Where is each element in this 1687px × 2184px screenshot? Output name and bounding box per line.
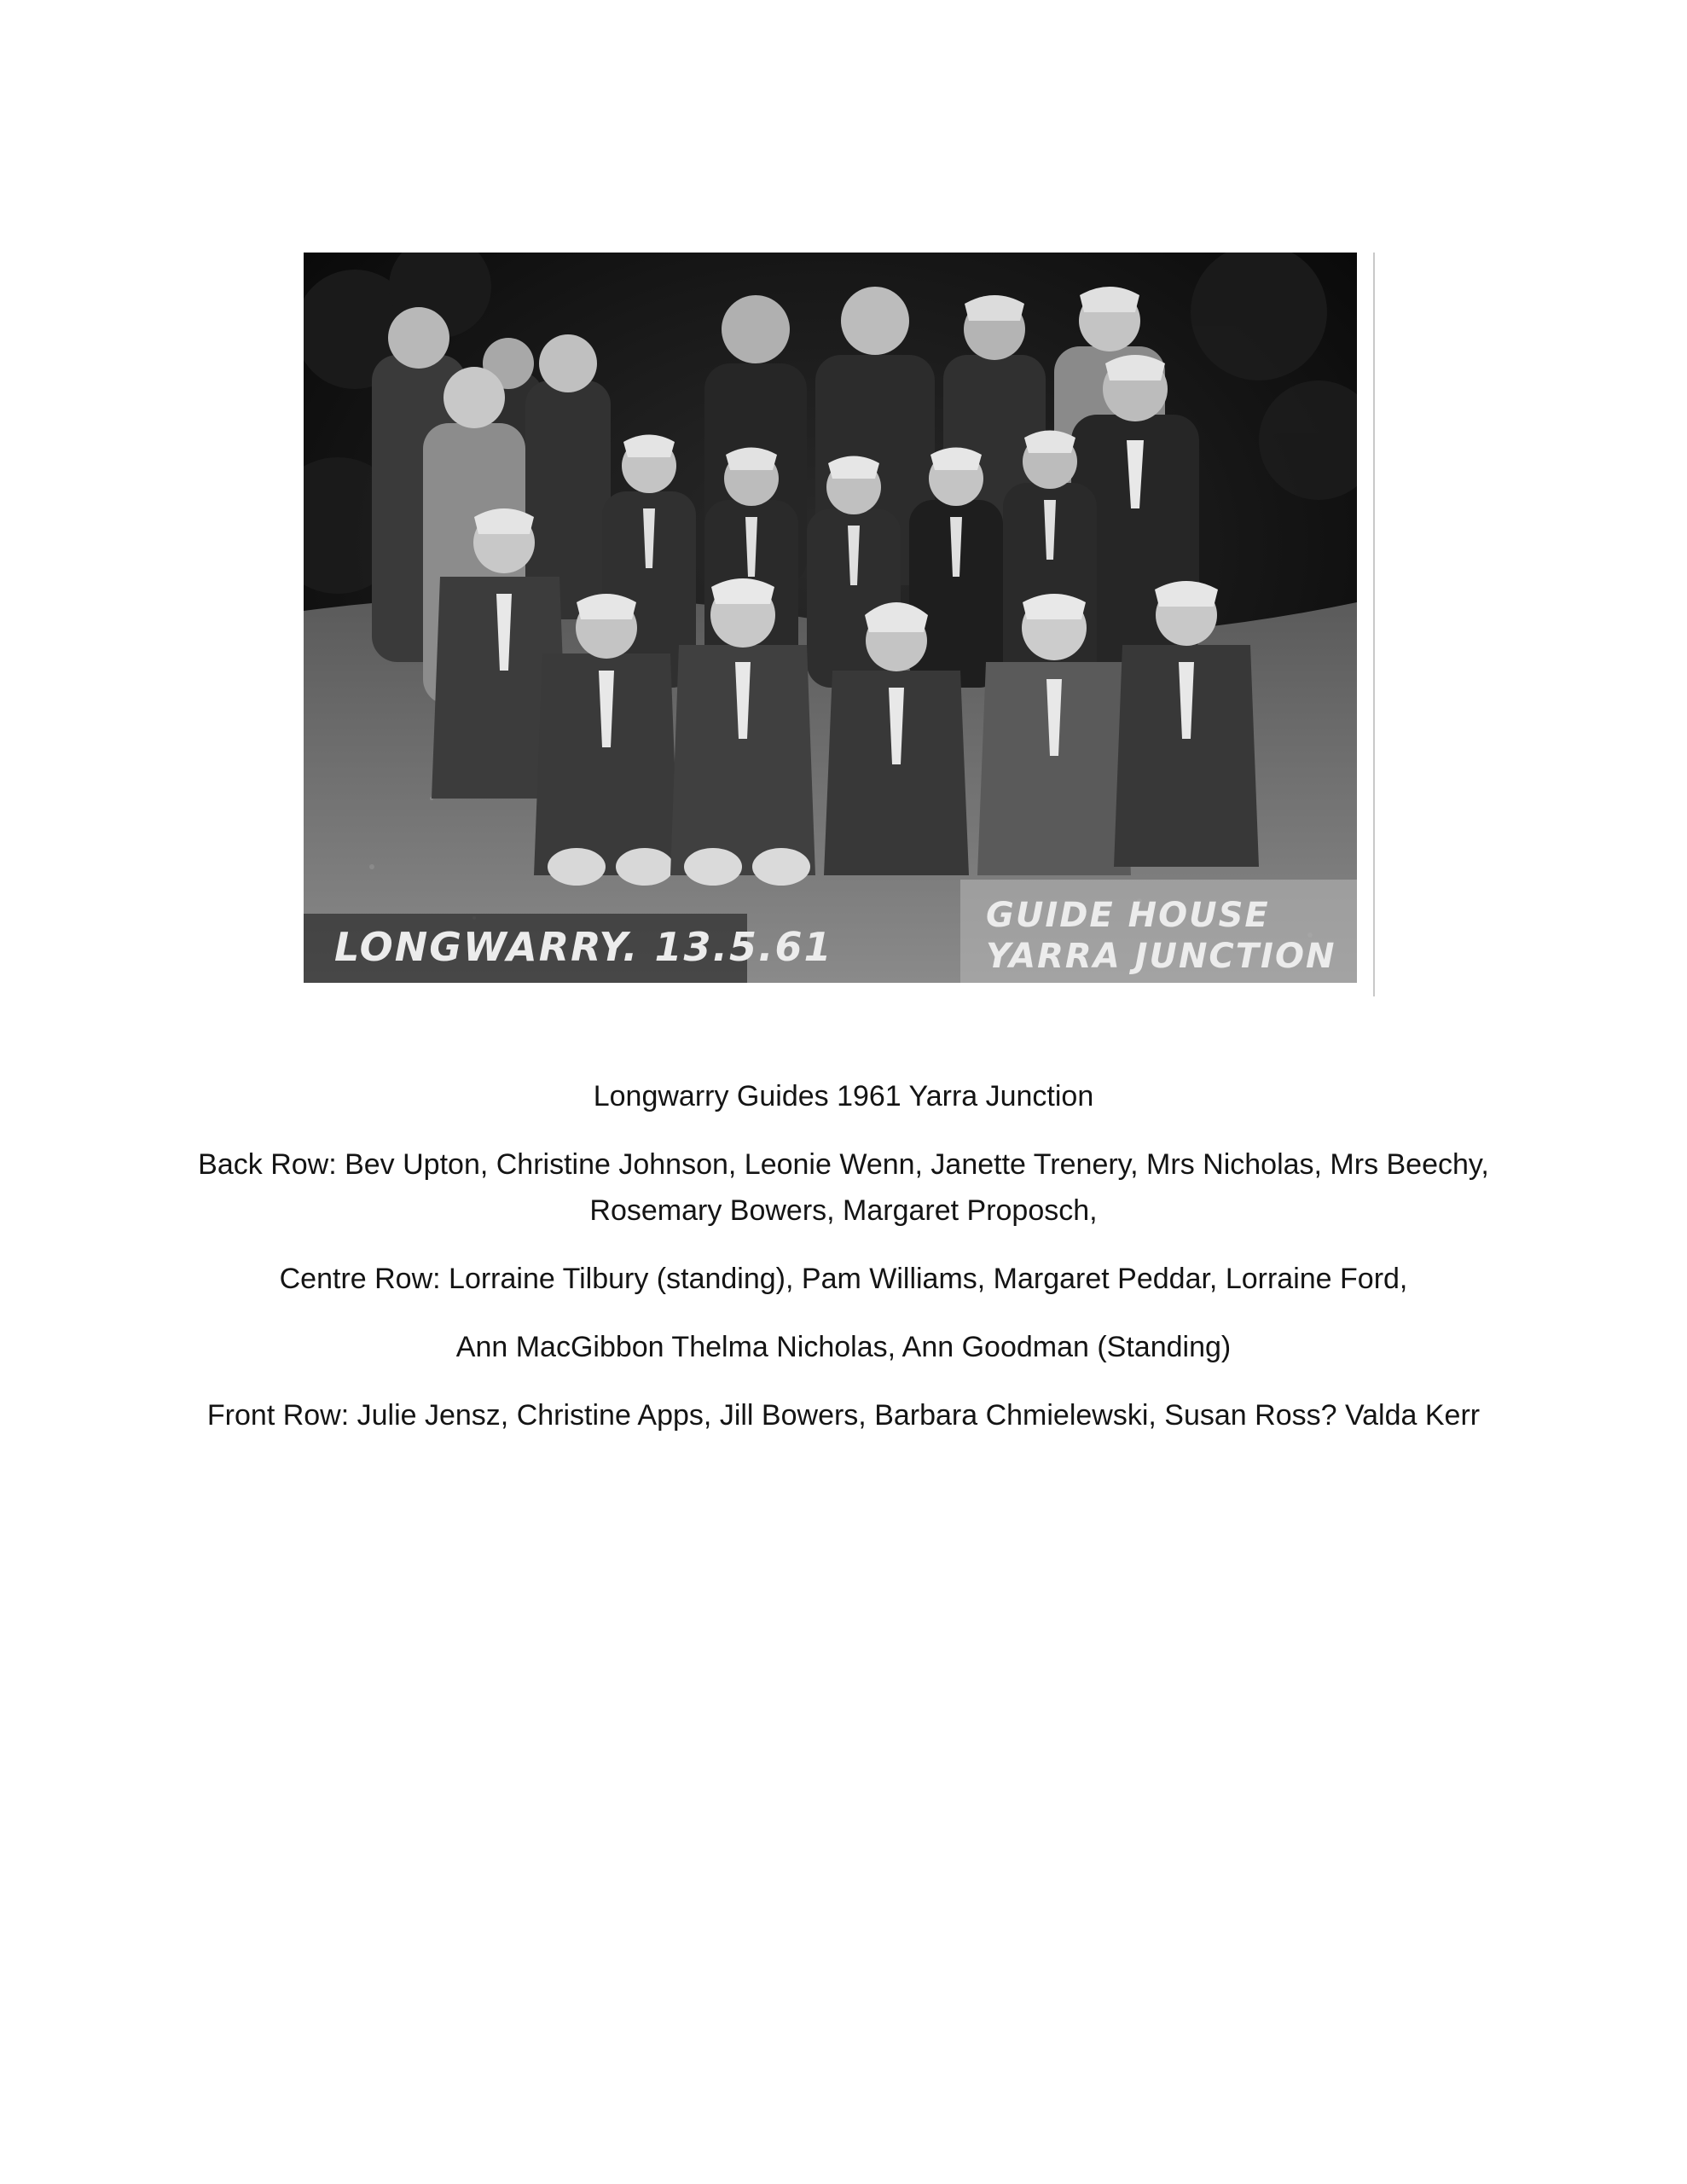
- photo-edge-line: [1373, 253, 1375, 996]
- photo-caption: [0, 1073, 1687, 1461]
- caption-front-row: Front Row: Julie Jensz, Christine Apps, Jill Bowers, Barbara Chmielewski, Susan Ross? Valda Kerr: [206, 1399, 1481, 1432]
- caption-centre-row-continued: Ann MacGibbon Thelma Nicholas, Ann Goodman (Standing): [455, 1331, 1232, 1363]
- caption-centre-row: Centre Row: Lorraine Tilbury (standing), Pam Williams, Margaret Peddar, Lorraine Ford,: [279, 1263, 1408, 1295]
- photo-stamp-right-line1: GUIDE HOUSE: [986, 896, 1270, 935]
- group-photo-illustration: [304, 253, 1357, 983]
- caption-back-row: Back Row: Bev Upton, Christine Johnson, Leonie Wenn, Janette Trenery, Mrs Nicholas, Mrs Beechy, Rosemary Bowers, Margaret Proposch,: [198, 1148, 1489, 1227]
- group-photo: [304, 253, 1357, 983]
- photo-stamp-left: LONGWARRY. 13.5.61: [334, 924, 833, 970]
- photo-stamp-right-line2: YARRA JUNCTION: [986, 937, 1336, 976]
- caption-title: Longwarry Guides 1961 Yarra Junction: [593, 1080, 1094, 1112]
